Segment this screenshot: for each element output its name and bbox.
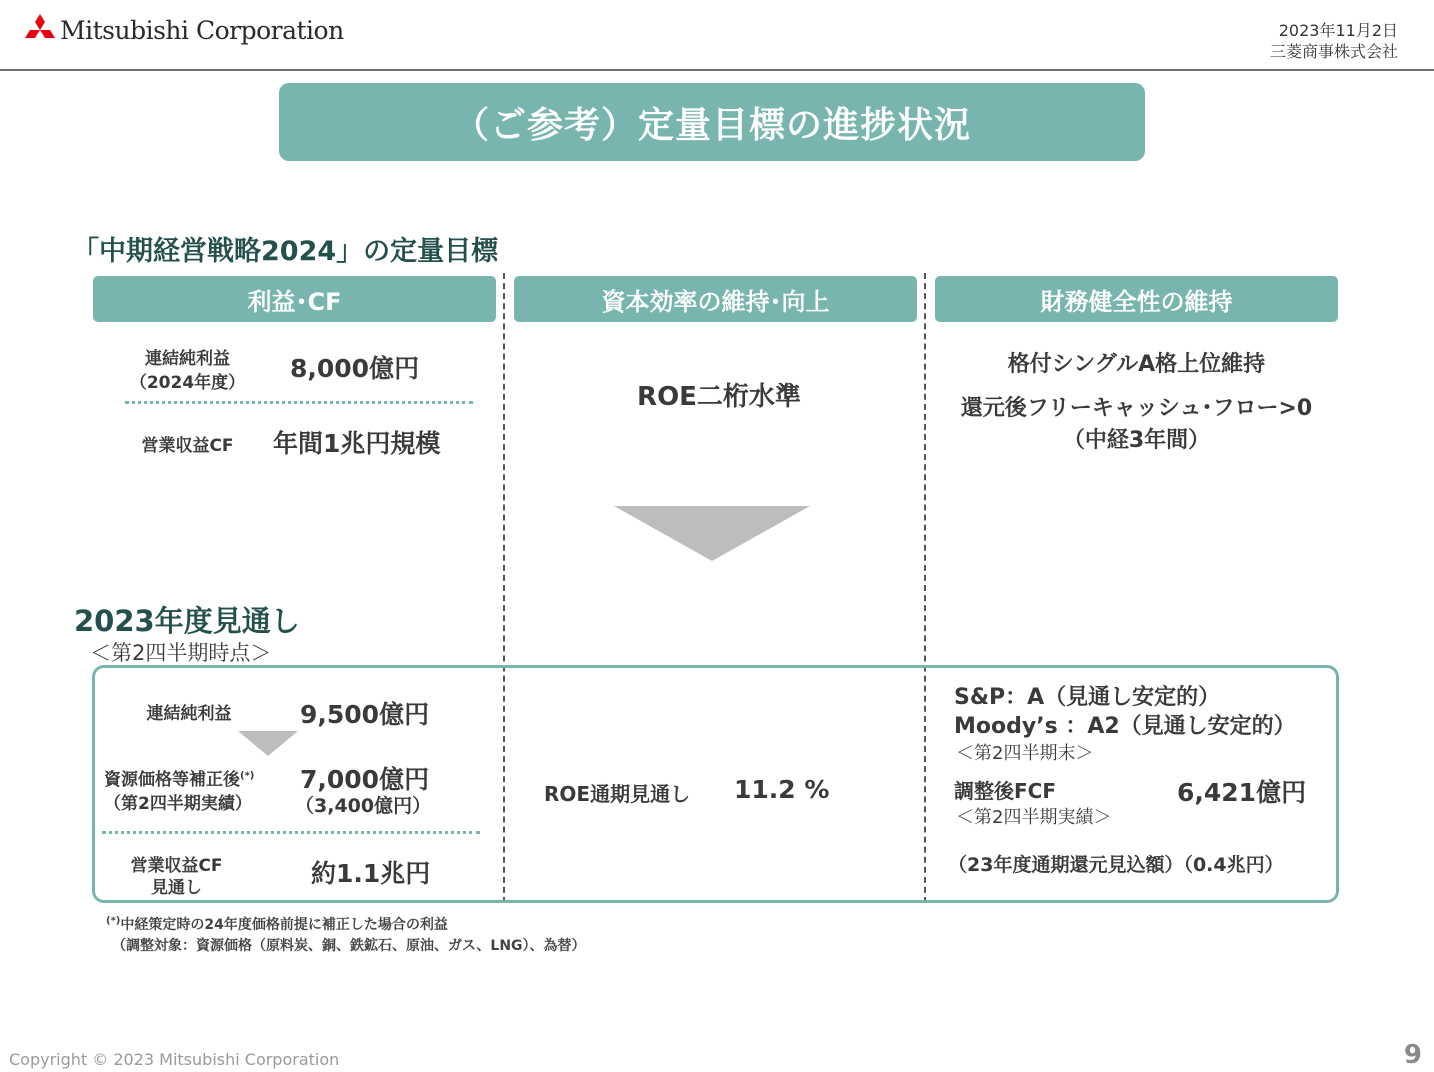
target-roe: ROE二桁水準	[637, 382, 801, 412]
outlook-sp-rating: S&P：A（見通し安定的）	[954, 685, 1221, 710]
outlook-rating-note: ＜第2四半期末＞	[956, 743, 1094, 764]
down-arrow-icon	[238, 731, 298, 756]
section-outlook-title: 2023年度見通し	[74, 604, 300, 638]
outlook-adjusted-label: 資源価格等補正後(*)	[104, 770, 255, 790]
mitsubishi-logo-icon	[22, 14, 58, 44]
outlook-roe-label: ROE通期見通し	[544, 782, 691, 806]
outlook-cf-label: 営業収益CF	[130, 856, 223, 876]
target-cf-value: 年間1兆円規模	[273, 429, 441, 458]
dotted-divider	[125, 401, 473, 404]
company-name: 三菱商事株式会社	[1269, 42, 1398, 61]
outlook-adjusted-value: 7,000億円	[300, 765, 430, 794]
outlook-fcf-value: 6,421億円	[1177, 778, 1307, 807]
outlook-profit-value: 9,500億円	[300, 700, 430, 729]
outlook-adjusted-actual: （3,400億円）	[295, 795, 432, 817]
outlook-cf-value: 約1.1兆円	[311, 859, 431, 888]
copyright: Copyright © 2023 Mitsubishi Corporation	[9, 1050, 340, 1069]
target-fcf: 還元後フリーキャッシュ･フロー>0	[960, 396, 1313, 421]
outlook-cf-label-2: 見通し	[151, 878, 202, 898]
footnote: (*)中経策定時の24年度価格前提に補正した場合の利益	[106, 915, 448, 933]
target-profit-year: （2024年度）	[129, 373, 246, 393]
outlook-moodys-rating: Moody’s ：A2（見通し安定的）	[954, 714, 1296, 739]
target-cf-label: 営業収益CF	[141, 436, 234, 456]
target-profit-label: 連結純利益	[145, 349, 230, 369]
outlook-fcf-label: 調整後FCF	[954, 779, 1057, 803]
date: 2023年11月2日	[1278, 21, 1398, 40]
section-outlook-subtitle: ＜第2四半期時点＞	[90, 641, 272, 665]
footnote-adjustments: （調整対象：資源価格（原料炭、銅、鉄鉱石、原油、ガス、LNG）、為替）	[112, 938, 586, 954]
logo-text: Mitsubishi Corporation	[60, 16, 344, 45]
header-divider	[0, 69, 1434, 71]
column-header-profit-cf: 利益･CF	[93, 276, 496, 322]
outlook-fcf-note: ＜第2四半期実績＞	[956, 807, 1112, 828]
target-profit-value: 8,000億円	[290, 354, 420, 383]
section-targets-title: 「中期経営戦略2024」の定量目標	[72, 236, 499, 267]
outlook-profit-label: 連結純利益	[146, 704, 232, 724]
outlook-return-note: （23年度通期還元見込額）（0.4兆円）	[948, 854, 1284, 876]
outlook-adjusted-period: （第2四半期実績）	[104, 794, 252, 814]
page-number: 9	[1403, 1040, 1422, 1070]
dotted-divider	[102, 831, 480, 834]
page-title: （ご参考）定量目標の進捗状況	[279, 83, 1145, 161]
column-header-financial-soundness: 財務健全性の維持	[935, 276, 1338, 322]
target-rating: 格付シングルA格上位維持	[1007, 352, 1266, 377]
column-header-capital-efficiency: 資本効率の維持･向上	[514, 276, 917, 322]
down-arrow-icon	[614, 506, 810, 561]
target-fcf-period: （中経3年間）	[1062, 428, 1211, 453]
outlook-roe-value: 11.2 %	[734, 775, 830, 804]
